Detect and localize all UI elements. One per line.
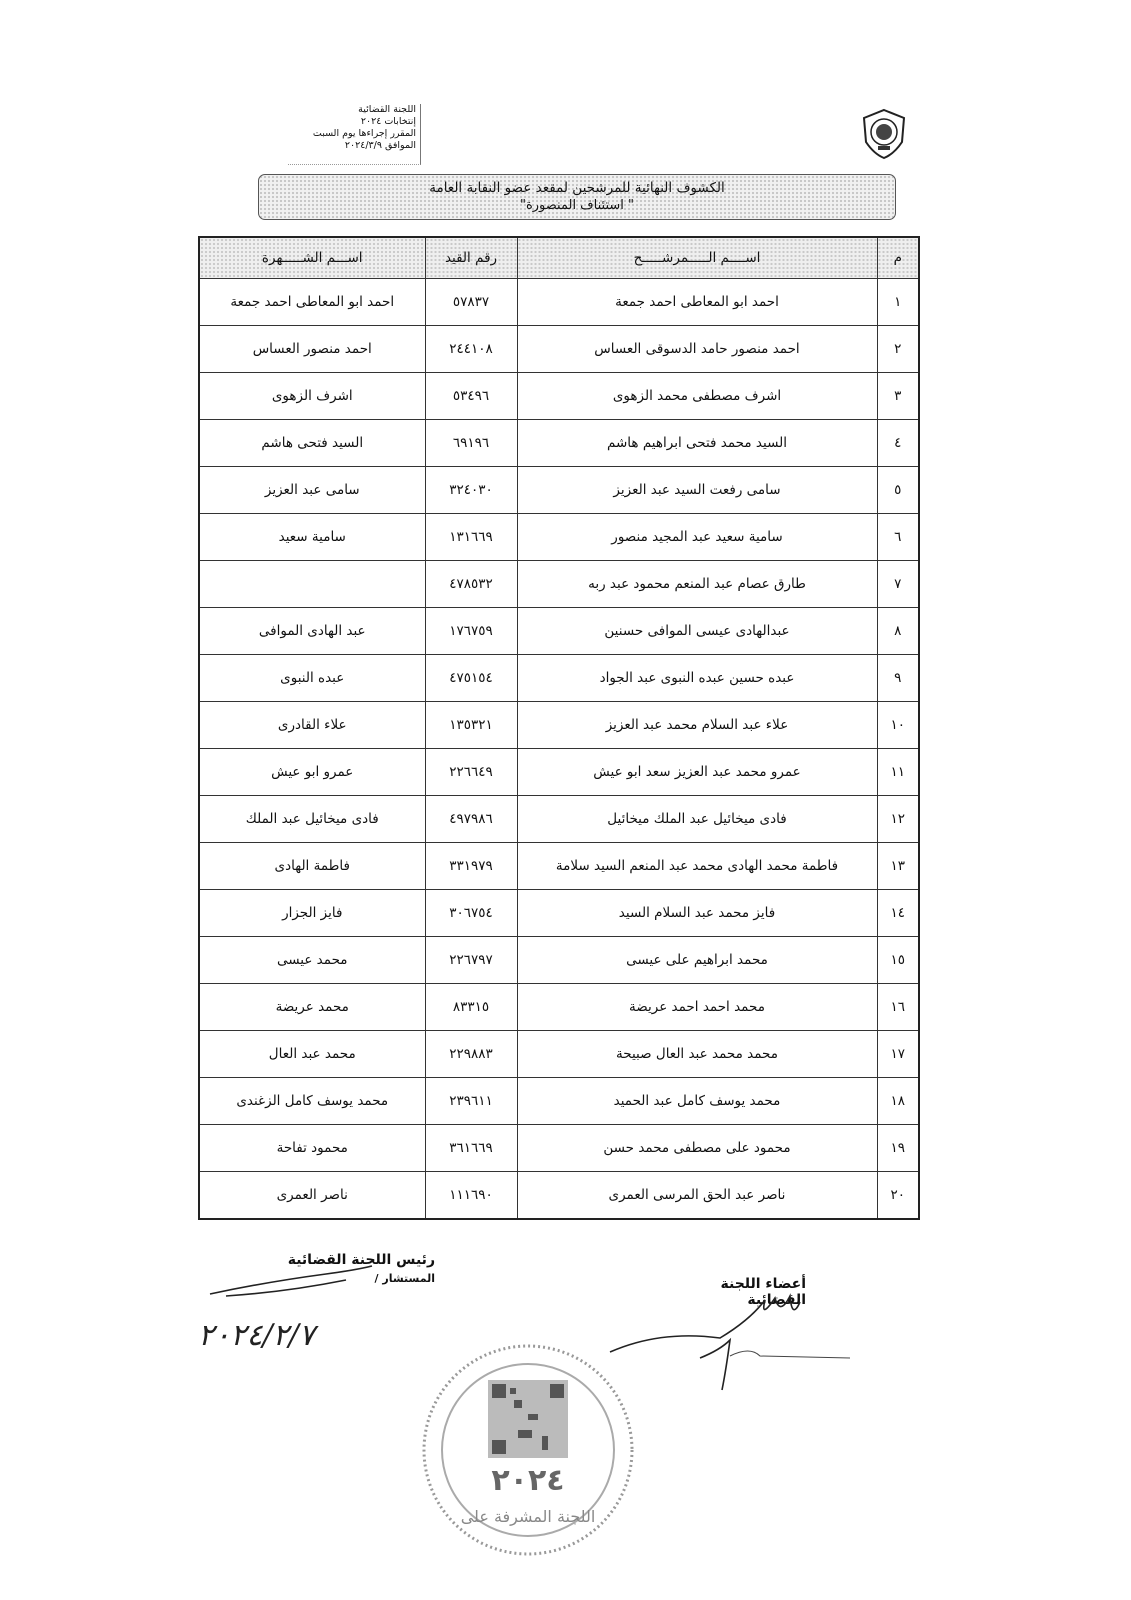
row-known-as-name: عبد الهادى الموافى: [199, 608, 425, 655]
row-candidate-name: السيد محمد فتحى ابراهيم هاشم: [517, 420, 877, 467]
row-known-as-name: احمد ابو المعاطى احمد جمعة: [199, 279, 425, 326]
row-candidate-name: احمد ابو المعاطى احمد جمعة: [517, 279, 877, 326]
header-candidate-name: اســــم الـــــمرشـــــح: [517, 237, 877, 279]
row-registration-number: ٤٧٥١٥٤: [425, 655, 517, 702]
row-index: ١٠: [877, 702, 919, 749]
members-signature-scribble: [600, 1290, 860, 1400]
row-known-as-name: ناصر العمرى: [199, 1172, 425, 1220]
row-registration-number: ٥٧٨٣٧: [425, 279, 517, 326]
table-row: [199, 655, 919, 702]
row-known-as-name: [199, 561, 425, 608]
row-index: ٨: [877, 608, 919, 655]
table-row: [199, 561, 919, 608]
row-candidate-name: ناصر عبد الحق المرسى العمرى: [517, 1172, 877, 1220]
row-candidate-name: سامية سعيد عبد المجيد منصور: [517, 514, 877, 561]
row-candidate-name: محمد محمد عبد العال صبيحة: [517, 1031, 877, 1078]
row-index: ١: [877, 279, 919, 326]
row-known-as-name: عمرو ابو عيش: [199, 749, 425, 796]
row-index: ١٤: [877, 890, 919, 937]
stamp-text: اللجنة المشرفة على: [460, 1507, 596, 1526]
table-row: [199, 608, 919, 655]
document-title: الكشوف النهائية للمرشحين لمقعد عضو النقابة العامة: [429, 180, 725, 196]
row-known-as-name: احمد منصور العساس: [199, 326, 425, 373]
row-candidate-name: سامى رفعت السيد عبد العزيز: [517, 467, 877, 514]
row-candidate-name: محمود على مصطفى محمد حسن: [517, 1125, 877, 1172]
table-row: [199, 1078, 919, 1125]
table-row: [199, 984, 919, 1031]
row-index: ٩: [877, 655, 919, 702]
header-known-as-name: اســـم الشـــــهرة: [199, 237, 425, 279]
row-candidate-name: محمد احمد احمد عريضة: [517, 984, 877, 1031]
document-subtitle: " استئناف المنصورة": [519, 198, 635, 213]
row-registration-number: ٣٠٦٧٥٤: [425, 890, 517, 937]
row-known-as-name: فادى ميخائيل عبد الملك: [199, 796, 425, 843]
header-note-line-3: المقرر إجراءها يوم السبت: [312, 128, 416, 139]
row-registration-number: ١٣١٦٦٩: [425, 514, 517, 561]
row-known-as-name: سامى عبد العزيز: [199, 467, 425, 514]
row-index: ٣: [877, 373, 919, 420]
document-title-box: [258, 174, 896, 220]
row-index: ١٢: [877, 796, 919, 843]
row-index: ١٣: [877, 843, 919, 890]
row-registration-number: ٢٢٦٧٩٧: [425, 937, 517, 984]
table-row: [199, 279, 919, 326]
row-candidate-name: اشرف مصطفى محمد الزهوى: [517, 373, 877, 420]
row-candidate-name: عبدالهادى عيسى الموافى حسنين: [517, 608, 877, 655]
row-index: ١٥: [877, 937, 919, 984]
chair-signature-scribble: [206, 1262, 376, 1302]
handwritten-date: ٢٠٢٤/٢/٧: [198, 1318, 315, 1353]
row-candidate-name: فادى ميخائيل عبد الملك ميخائيل: [517, 796, 877, 843]
table-row: [199, 702, 919, 749]
row-index: ١٨: [877, 1078, 919, 1125]
table-row: [199, 373, 919, 420]
row-registration-number: ٣٢٤٠٣٠: [425, 467, 517, 514]
table-row: [199, 843, 919, 890]
header-registration-number: رقم القيد: [425, 237, 517, 279]
row-index: ١٧: [877, 1031, 919, 1078]
row-index: ١١: [877, 749, 919, 796]
row-candidate-name: محمد ابراهيم على عيسى: [517, 937, 877, 984]
committee-header-note: [288, 104, 421, 165]
row-candidate-name: طارق عصام عبد المنعم محمود عبد ربه: [517, 561, 877, 608]
row-known-as-name: محمد عريضة: [199, 984, 425, 1031]
row-index: ٦: [877, 514, 919, 561]
table-row: [199, 467, 919, 514]
row-candidate-name: فايز محمد عبد السلام السيد: [517, 890, 877, 937]
table-header-row: [199, 237, 919, 279]
row-index: ٧: [877, 561, 919, 608]
table-row: [199, 1125, 919, 1172]
row-known-as-name: علاء القادرى: [199, 702, 425, 749]
table-row: [199, 420, 919, 467]
row-registration-number: ٤٧٨٥٣٢: [425, 561, 517, 608]
table-row: [199, 749, 919, 796]
table-row: [199, 514, 919, 561]
header-note-line-1: اللجنة القضائية: [358, 104, 416, 115]
counselor-label: المستشار /: [374, 1272, 435, 1285]
bar-syndicate-emblem-icon: [858, 108, 910, 160]
header-note-line-4: الموافق ٢٠٢٤/٣/٩: [344, 140, 416, 151]
committee-members-label: أعضاء اللجنة القضائية: [720, 1276, 806, 1308]
row-registration-number: ٥٣٤٩٦: [425, 373, 517, 420]
committee-chair-label: رئيس اللجنة القضائية: [287, 1252, 435, 1268]
row-candidate-name: عمرو محمد عبد العزيز سعد ابو عيش: [517, 749, 877, 796]
row-candidate-name: فاطمة محمد الهادى محمد عبد المنعم السيد سلامة: [517, 843, 877, 890]
row-index: ١٦: [877, 984, 919, 1031]
row-registration-number: ٨٣٣١٥: [425, 984, 517, 1031]
header-note-line-2: إنتخابات ٢٠٢٤: [360, 116, 416, 127]
row-known-as-name: فاطمة الهادى: [199, 843, 425, 890]
row-registration-number: ٤٩٧٩٨٦: [425, 796, 517, 843]
row-candidate-name: عبده حسين عبده النبوى عبد الجواد: [517, 655, 877, 702]
candidates-table: [198, 236, 920, 1220]
row-candidate-name: محمد يوسف كامل عبد الحميد: [517, 1078, 877, 1125]
row-registration-number: ١٣٥٣٢١: [425, 702, 517, 749]
row-registration-number: ١١١٦٩٠: [425, 1172, 517, 1220]
table-row: [199, 937, 919, 984]
row-registration-number: ٢٢٦٦٤٩: [425, 749, 517, 796]
table-row: [199, 1172, 919, 1220]
row-registration-number: ٣٦١٦٦٩: [425, 1125, 517, 1172]
row-known-as-name: عبده النبوى: [199, 655, 425, 702]
table-row: [199, 890, 919, 937]
table-row: [199, 796, 919, 843]
row-registration-number: ٢٤٤١٠٨: [425, 326, 517, 373]
row-index: ٤: [877, 420, 919, 467]
row-known-as-name: محمود تفاحة: [199, 1125, 425, 1172]
row-registration-number: ٢٣٩٦١١: [425, 1078, 517, 1125]
row-registration-number: ٢٢٩٨٨٣: [425, 1031, 517, 1078]
row-known-as-name: محمد عبد العال: [199, 1031, 425, 1078]
row-candidate-name: علاء عبد السلام محمد عبد العزيز: [517, 702, 877, 749]
row-registration-number: ٣٣١٩٧٩: [425, 843, 517, 890]
row-index: ٥: [877, 467, 919, 514]
row-known-as-name: اشرف الزهوى: [199, 373, 425, 420]
row-index: ٢: [877, 326, 919, 373]
row-known-as-name: محمد يوسف كامل الزغندى: [199, 1078, 425, 1125]
stamp-year: ٢٠٢٤: [491, 1463, 565, 1498]
row-registration-number: ٦٩١٩٦: [425, 420, 517, 467]
row-index: ٢٠: [877, 1172, 919, 1220]
table-row: [199, 1031, 919, 1078]
row-known-as-name: فايز الجزار: [199, 890, 425, 937]
row-known-as-name: السيد فتحى هاشم: [199, 420, 425, 467]
table-row: [199, 326, 919, 373]
row-registration-number: ١٧٦٧٥٩: [425, 608, 517, 655]
row-index: ١٩: [877, 1125, 919, 1172]
row-known-as-name: محمد عيسى: [199, 937, 425, 984]
official-stamp: [418, 1340, 638, 1560]
row-known-as-name: سامية سعيد: [199, 514, 425, 561]
header-index: م: [877, 237, 919, 279]
row-candidate-name: احمد منصور حامد الدسوقى العساس: [517, 326, 877, 373]
